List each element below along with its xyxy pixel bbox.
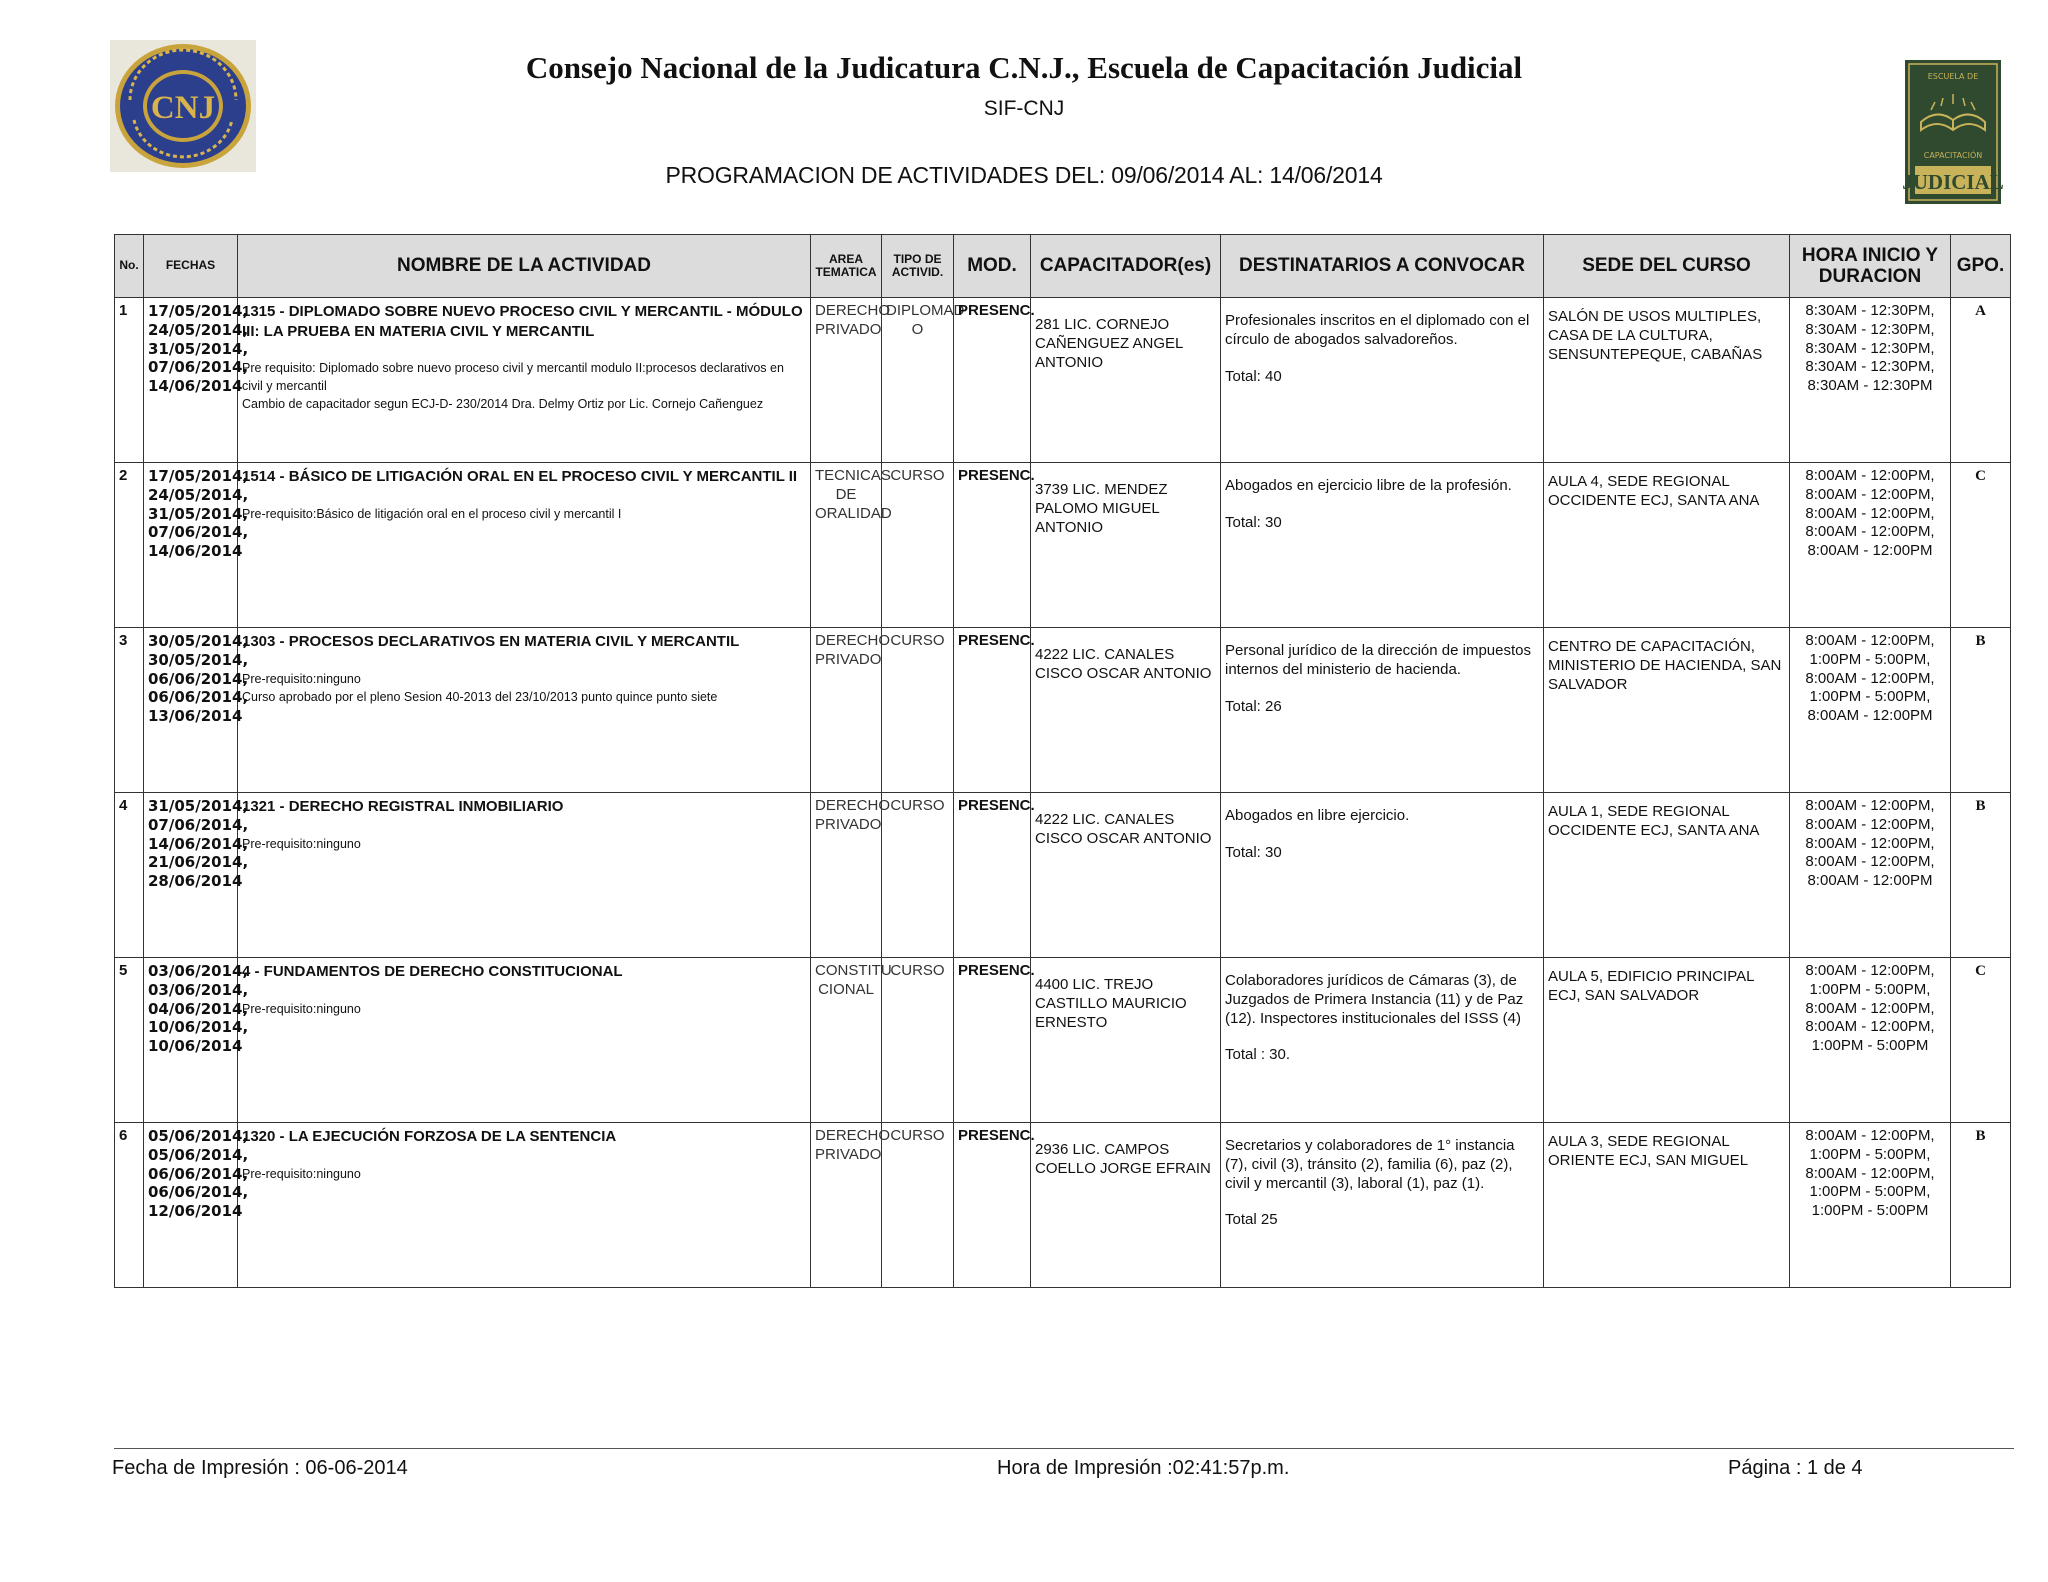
activity-name-cell	[238, 793, 811, 958]
thematic-area	[811, 463, 892, 628]
session-dates	[144, 628, 249, 793]
session-time: 8:00AM - 12:00PM,	[1805, 834, 1935, 852]
escuela-judicial-emblem-logo	[1902, 60, 2004, 204]
session-date: 07/06/2014,	[148, 815, 249, 834]
row-number: 6	[115, 1123, 144, 1288]
session-dates	[144, 793, 249, 958]
table-header-row	[115, 235, 2011, 298]
report-period: PROGRAMACION DE ACTIVIDADES DEL: 09/06/2014 AL: 14/06/2014	[665, 162, 1383, 188]
session-time: 8:30AM - 12:30PM,	[1805, 339, 1935, 357]
audience-total: Total: 40	[1225, 367, 1282, 385]
audience-description: Secretarios y colaboradores de 1° instancia (7), civil (3), tránsito (2), familia (6), paz (2), civil y mercantil (3), laboral (1), paz (1).	[1225, 1137, 1515, 1192]
table-row	[115, 793, 2011, 958]
session-date: 14/06/2014,	[148, 834, 249, 853]
session-dates	[144, 958, 249, 1123]
trainer: 281 LIC. CORNEJO CAÑENGUEZ ANGEL ANTONIO	[1031, 298, 1221, 463]
group-letter: C	[1951, 463, 2011, 628]
session-date: 31/05/2014,	[148, 339, 249, 358]
audience-cell	[1221, 958, 1544, 1123]
activity-name-cell	[238, 463, 811, 628]
session-dates	[144, 298, 249, 463]
table-row	[115, 628, 2011, 793]
course-venue: SALÓN DE USOS MULTIPLES, CASA DE LA CULTURA, SENSUNTEPEQUE, CABAÑAS	[1544, 298, 1790, 463]
column-header-destinatarios: DESTINATARIOS A CONVOCAR	[1221, 235, 1544, 298]
session-times	[1790, 628, 1951, 793]
audience-description: Personal jurídico de la dirección de impuestos internos del ministerio de hacienda.	[1225, 642, 1531, 678]
thematic-area-line: ORALIDAD	[815, 504, 892, 522]
session-time: 8:00AM - 12:00PM,	[1805, 485, 1935, 503]
session-time: 8:30AM - 12:30PM	[1807, 377, 1933, 394]
thematic-area-line: DERECHO	[815, 632, 891, 649]
audience-description: Abogados en ejercicio libre de la profesión.	[1225, 477, 1512, 494]
system-code: SIF-CNJ	[983, 97, 1065, 120]
course-note: Pre-requisito:ninguno	[242, 1001, 361, 1016]
thematic-area-line: CIONAL	[818, 980, 874, 998]
column-header-hora: HORA INICIO Y DURACION	[1790, 235, 1951, 298]
session-time: 1:00PM - 5:00PM,	[1809, 1183, 1931, 1201]
course-note: Pre-requisito:Básico de litigación oral en el proceso civil y mercantil I	[242, 506, 622, 521]
session-date: 10/06/2014,	[148, 1018, 249, 1037]
column-header-mod: MOD.	[954, 235, 1031, 298]
course-notes	[242, 1165, 806, 1183]
activity-name-cell	[238, 628, 811, 793]
session-date: 31/05/2014,	[148, 797, 249, 815]
thematic-area-line: DERECHO	[815, 302, 891, 319]
session-times	[1790, 793, 1951, 958]
modality: PRESENC.	[954, 463, 1031, 628]
session-date: 05/06/2014,	[148, 1145, 249, 1164]
audience-description: Profesionales inscritos en el diplomado con el círculo de abogados salvadoreños.	[1225, 312, 1530, 348]
course-notes	[242, 670, 806, 706]
audience-description: Colaboradores jurídicos de Cámaras (3), de Juzgados de Primera Instancia (11) y de Paz (12). Inspectores institucionales del ISSS (4)	[1225, 972, 1524, 1027]
course-title: 1303 - PROCESOS DECLARATIVOS EN MATERIA CIVIL Y MERCANTIL	[242, 633, 740, 650]
session-time: 1:00PM - 5:00PM,	[1809, 980, 1931, 998]
group-letter: B	[1951, 793, 2011, 958]
course-title: 1321 - DERECHO REGISTRAL INMOBILIARIO	[242, 798, 564, 815]
audience-description: Abogados en libre ejercicio.	[1225, 807, 1410, 824]
course-notes	[242, 359, 806, 413]
thematic-area-line: PRIVADO	[815, 320, 882, 338]
session-times	[1790, 958, 1951, 1123]
session-time: 8:00AM - 12:00PM,	[1805, 467, 1935, 484]
course-notes	[242, 835, 806, 853]
column-header-gpo: GPO.	[1951, 235, 2011, 298]
thematic-area	[811, 298, 891, 463]
row-number: 2	[115, 463, 144, 628]
course-note: Pre requisito: Diplomado sobre nuevo proceso civil y mercantil modulo II:procesos declarativos en civil y mercantil	[242, 361, 784, 394]
session-date: 10/06/2014	[148, 1037, 243, 1055]
emblem-text-bottom: JUDICIAL	[1902, 170, 2004, 194]
session-date: 31/05/2014,	[148, 504, 249, 523]
audience-total: Total 25	[1225, 1211, 1278, 1229]
session-dates	[144, 463, 249, 628]
session-times	[1790, 298, 1951, 463]
activity-type-line: CURSO	[890, 632, 945, 649]
thematic-area	[811, 793, 891, 958]
column-header-capacitador: CAPACITADOR(es)	[1031, 235, 1221, 298]
course-note: Cambio de capacitador segun ECJ-D- 230/2014 Dra. Delmy Ortiz por Lic. Cornejo Cañenguez	[242, 397, 764, 412]
session-time: 8:00AM - 12:00PM,	[1805, 962, 1935, 979]
session-date: 14/06/2014	[148, 542, 243, 560]
activity-name-cell	[238, 1123, 811, 1288]
course-notes	[242, 505, 806, 523]
thematic-area-line: TECNICAS	[815, 467, 891, 484]
session-time: 1:00PM - 5:00PM,	[1809, 688, 1931, 706]
activity-type-line: CURSO	[890, 962, 945, 979]
activity-type-line: CURSO	[890, 467, 945, 484]
session-time: 8:00AM - 12:00PM	[1807, 872, 1933, 889]
session-time: 8:00AM - 12:00PM,	[1805, 1164, 1935, 1182]
seal-letters: CNJ	[150, 90, 216, 126]
session-date: 06/06/2014,	[148, 669, 249, 688]
thematic-area-line: CONSTITU	[815, 962, 892, 979]
session-date: 13/06/2014	[148, 707, 243, 725]
session-date: 17/05/2014,	[148, 302, 249, 320]
group-letter: C	[1951, 958, 2011, 1123]
session-time: 8:30AM - 12:30PM,	[1805, 358, 1935, 376]
course-note: Pre-requisito:ninguno	[242, 836, 361, 851]
course-note: Curso aprobado por el pleno Sesion 40-2013 del 23/10/2013 punto quince punto siete	[242, 689, 718, 704]
modality: PRESENC.	[954, 298, 1031, 463]
trainer: 4400 LIC. TREJO CASTILLO MAURICIO ERNESTO	[1031, 958, 1221, 1123]
audience-cell	[1221, 793, 1544, 958]
session-time: 8:00AM - 12:00PM,	[1805, 853, 1935, 871]
modality: PRESENC.	[954, 628, 1031, 793]
activity-type	[882, 628, 954, 793]
column-header-nombre: NOMBRE DE LA ACTIVIDAD	[238, 235, 811, 298]
session-time: 8:00AM - 12:00PM,	[1805, 523, 1935, 541]
trainer: 4222 LIC. CANALES CISCO OSCAR ANTONIO	[1031, 628, 1221, 793]
session-time: 8:00AM - 12:00PM,	[1805, 1018, 1935, 1036]
row-number: 4	[115, 793, 144, 958]
session-times	[1790, 463, 1951, 628]
thematic-area-line: PRIVADO	[815, 650, 882, 668]
session-time: 1:00PM - 5:00PM	[1811, 1037, 1929, 1054]
course-venue: AULA 3, SEDE REGIONAL ORIENTE ECJ, SAN MIGUEL	[1544, 1123, 1790, 1288]
session-time: 8:00AM - 12:00PM,	[1805, 504, 1935, 522]
course-venue: AULA 4, SEDE REGIONAL OCCIDENTE ECJ, SANTA ANA	[1544, 463, 1790, 628]
session-date: 17/05/2014,	[148, 467, 249, 485]
trainer: 2936 LIC. CAMPOS COELLO JORGE EFRAIN	[1031, 1123, 1221, 1288]
table-row	[115, 463, 2011, 628]
session-date: 03/06/2014,	[148, 962, 249, 980]
session-date: 06/06/2014,	[148, 688, 249, 707]
session-time: 8:00AM - 12:00PM,	[1805, 797, 1935, 814]
thematic-area	[811, 628, 891, 793]
modality: PRESENC.	[954, 958, 1031, 1123]
course-title: 1514 - BÁSICO DE LITIGACIÓN ORAL EN EL PROCESO CIVIL Y MERCANTIL II	[242, 468, 798, 485]
activity-type	[882, 463, 954, 628]
audience-total: Total: 30	[1225, 513, 1282, 531]
session-time: 1:00PM - 5:00PM	[1811, 1202, 1929, 1219]
activity-type-line: CURSO	[890, 1127, 945, 1144]
course-notes	[242, 1000, 806, 1018]
audience-cell	[1221, 628, 1544, 793]
row-number: 1	[115, 298, 144, 463]
activity-type-line: DIPLOMAD	[886, 302, 965, 319]
thematic-area-line: DERECHO	[815, 1127, 891, 1144]
group-letter: B	[1951, 628, 2011, 793]
course-venue: AULA 1, SEDE REGIONAL OCCIDENTE ECJ, SANTA ANA	[1544, 793, 1790, 958]
row-number: 3	[115, 628, 144, 793]
session-date: 30/05/2014,	[148, 650, 249, 669]
course-note: Pre-requisito:ninguno	[242, 1166, 361, 1181]
course-venue: AULA 5, EDIFICIO PRINCIPAL ECJ, SAN SALVADOR	[1544, 958, 1790, 1123]
activity-type	[882, 793, 954, 958]
session-time: 8:00AM - 12:00PM,	[1805, 815, 1935, 833]
thematic-area-line: DERECHO	[815, 797, 891, 814]
activity-name-cell	[238, 958, 811, 1123]
table-row	[115, 1123, 2011, 1288]
session-date: 06/06/2014,	[148, 1183, 249, 1202]
page-title: Consejo Nacional de la Judicatura C.N.J., Escuela de Capacitación Judicial	[525, 50, 1523, 85]
group-letter: A	[1951, 298, 2011, 463]
column-header-no: No.	[115, 235, 144, 298]
session-date: 06/06/2014,	[148, 1164, 249, 1183]
course-venue: CENTRO DE CAPACITACIÓN, MINISTERIO DE HACIENDA, SAN SALVADOR	[1544, 628, 1790, 793]
trainer: 4222 LIC. CANALES CISCO OSCAR ANTONIO	[1031, 793, 1221, 958]
activity-type-line: CURSO	[890, 797, 945, 814]
trainer: 3739 LIC. MENDEZ PALOMO MIGUEL ANTONIO	[1031, 463, 1221, 628]
activity-type-line: O	[911, 320, 924, 338]
session-time: 8:00AM - 12:00PM,	[1805, 999, 1935, 1017]
session-date: 03/06/2014,	[148, 980, 249, 999]
session-date: 07/06/2014,	[148, 358, 249, 377]
audience-total: Total : 30.	[1225, 1046, 1291, 1064]
activity-type	[882, 298, 965, 463]
table-row	[115, 958, 2011, 1123]
emblem-text-top: ESCUELA DE	[1927, 72, 1979, 81]
session-date: 21/06/2014,	[148, 853, 249, 872]
thematic-area-line: PRIVADO	[815, 1145, 882, 1163]
session-date: 07/06/2014,	[148, 523, 249, 542]
group-letter: B	[1951, 1123, 2011, 1288]
modality: PRESENC.	[954, 1123, 1031, 1288]
session-date: 24/05/2014,	[148, 485, 249, 504]
session-time: 1:00PM - 5:00PM,	[1809, 1145, 1931, 1163]
schedule-table	[114, 234, 2011, 1288]
table-body	[115, 298, 2011, 1288]
session-time: 8:00AM - 12:00PM,	[1805, 632, 1935, 649]
audience-total: Total: 26	[1225, 697, 1282, 715]
column-header-tipo: TIPO DE ACTIVID.	[882, 235, 954, 298]
session-time: 8:30AM - 12:30PM,	[1805, 302, 1935, 319]
activity-type	[882, 958, 954, 1123]
table-row	[115, 298, 2011, 463]
audience-total: Total: 30	[1225, 843, 1282, 861]
activity-name-cell	[238, 298, 811, 463]
thematic-area	[811, 958, 892, 1123]
audience-cell	[1221, 298, 1544, 463]
thematic-area	[811, 1123, 891, 1288]
page-number: Página : 1 de 4	[1728, 1457, 1863, 1479]
session-dates	[144, 1123, 249, 1288]
session-time: 8:00AM - 12:00PM	[1807, 542, 1933, 559]
session-date: 24/05/2014,	[148, 320, 249, 339]
print-date: Fecha de Impresión : 06-06-2014	[112, 1457, 408, 1479]
session-date: 28/06/2014	[148, 872, 243, 890]
emblem-text-mid: CAPACITACIÓN	[1923, 151, 1983, 160]
activity-type	[882, 1123, 954, 1288]
session-time: 8:30AM - 12:30PM,	[1805, 320, 1935, 338]
session-time: 8:00AM - 12:00PM	[1807, 707, 1933, 724]
course-title: 4 - FUNDAMENTOS DE DERECHO CONSTITUCIONAL	[242, 963, 623, 980]
session-time: 8:00AM - 12:00PM,	[1805, 1127, 1935, 1144]
session-date: 30/05/2014,	[148, 632, 249, 650]
column-header-area: AREA TEMATICA	[811, 235, 882, 298]
modality: PRESENC.	[954, 793, 1031, 958]
row-number: 5	[115, 958, 144, 1123]
session-time: 1:00PM - 5:00PM,	[1809, 650, 1931, 668]
session-date: 14/06/2014	[148, 377, 243, 395]
audience-cell	[1221, 463, 1544, 628]
session-times	[1790, 1123, 1951, 1288]
course-note: Pre-requisito:ninguno	[242, 671, 361, 686]
thematic-area-line: PRIVADO	[815, 815, 882, 833]
course-title: 1320 - LA EJECUCIÓN FORZOSA DE LA SENTENCIA	[242, 1128, 617, 1145]
footer-divider	[114, 1448, 2014, 1449]
course-title: 1315 - DIPLOMADO SOBRE NUEVO PROCESO CIVIL Y MERCANTIL - MÓDULO III: LA PRUEBA EN MATERIA CIVIL Y MERCANTIL	[242, 303, 803, 340]
print-time: Hora de Impresión :02:41:57p.m.	[997, 1457, 1290, 1479]
session-date: 12/06/2014	[148, 1202, 243, 1220]
thematic-area-line: DE	[835, 485, 857, 503]
session-date: 05/06/2014,	[148, 1127, 249, 1145]
audience-cell	[1221, 1123, 1544, 1288]
column-header-sede: SEDE DEL CURSO	[1544, 235, 1790, 298]
session-time: 8:00AM - 12:00PM,	[1805, 669, 1935, 687]
session-date: 04/06/2014,	[148, 999, 249, 1018]
column-header-fechas: FECHAS	[144, 235, 238, 298]
